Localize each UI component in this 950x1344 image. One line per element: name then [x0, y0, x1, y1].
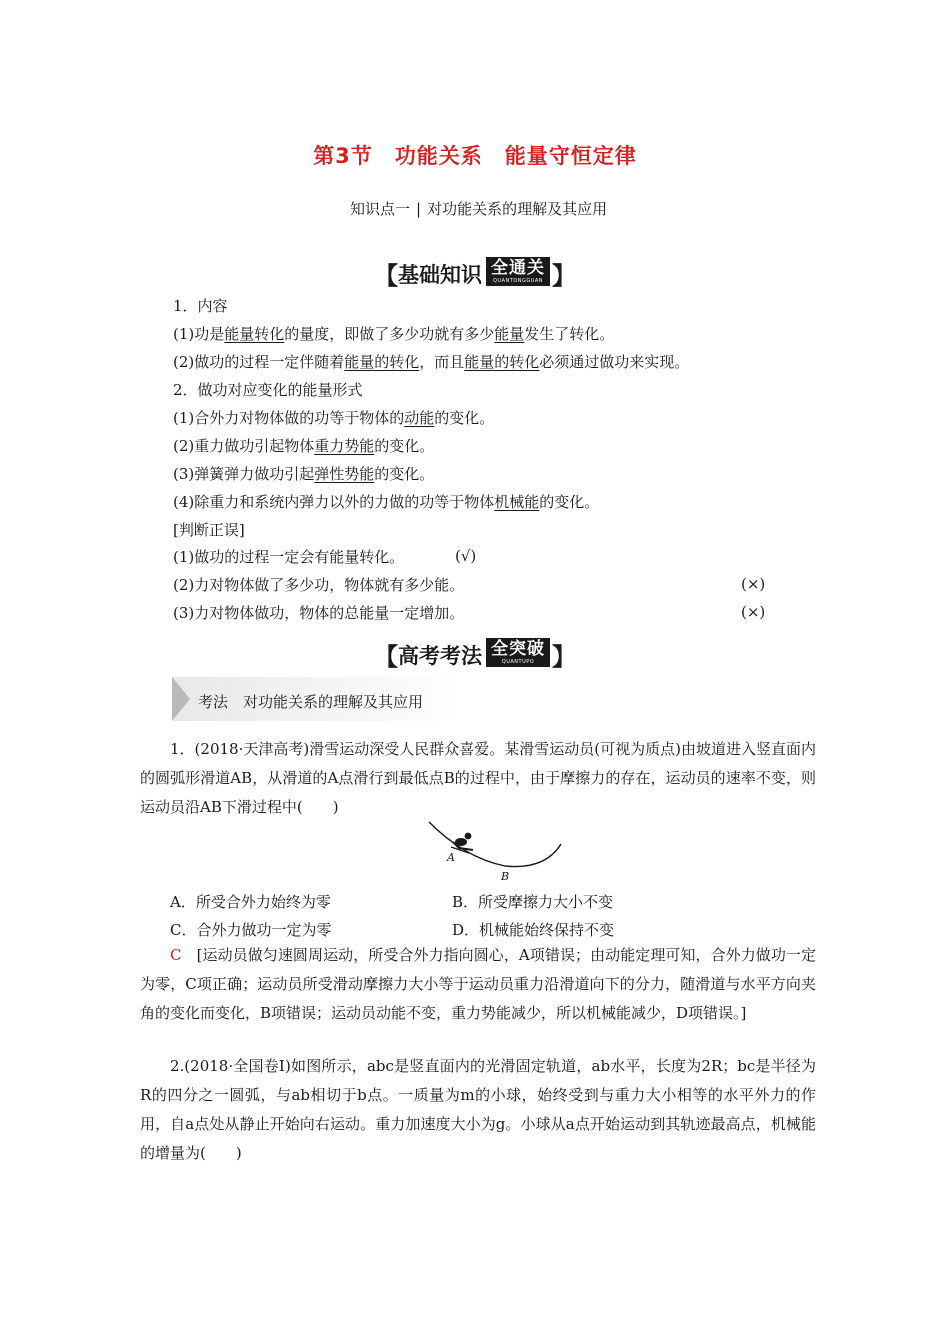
banner-bracket-close: 】 [552, 262, 576, 290]
blank-answer: 机械能 [494, 493, 540, 511]
energy-forms-heading: 2．做功对应变化的能量形式 [173, 381, 363, 399]
banner-bracket-close: 】 [552, 643, 576, 671]
text: 的变化。 [374, 465, 435, 483]
badge-sublabel: QUANTONGGUAN [492, 278, 544, 284]
knowledge-point-label: 知识点一 [350, 200, 411, 218]
banner-basic-knowledge [0, 256, 950, 291]
question-1-text: 1．(2018·天津高考)滑雪运动深受人民群众喜爱。某滑雪运动员(可视为质点)由坡道进入竖直面内的圆弧形滑道AB，从滑道的A点滑行到最低点B的过程中，由于摩擦力的存在，运动员的速率不变，则运动员沿AB下滑过程中( ) [140, 740, 816, 816]
question-2 [140, 1052, 816, 1168]
knowledge-point-separator: | [416, 200, 422, 218]
text: (1)功是 [173, 325, 225, 343]
content-heading: 1．内容 [173, 297, 228, 315]
badge-sublabel: QUANTUPO [501, 659, 535, 665]
judge-title: [判断正误] [173, 521, 245, 539]
banner-title: 基础知识 [398, 262, 482, 287]
option-d: D．机械能始终保持不变 [452, 921, 615, 939]
point-b-label: B [501, 870, 510, 883]
text: (2)重力做功引起物体 [173, 437, 315, 455]
ski-track-figure [415, 814, 575, 884]
judge-mark-1: (√) [455, 547, 477, 565]
blank-answer: 能量 [494, 325, 525, 343]
judge-item-2: (2)力对物体做了多少功，物体就有多少能。 [173, 576, 465, 594]
blank-answer: 弹性势能 [314, 465, 375, 483]
method-arrow-icon [172, 677, 190, 721]
text: (1)合外力对物体做的功等于物体的 [173, 409, 405, 427]
judge-item-1: (1)做功的过程一定会有能量转化。 [173, 548, 405, 566]
question-2-text: 2.(2018·全国卷Ⅰ)如图所示，abc是竖直面内的光滑固定轨道，ab水平，长度为2R；bc是半径为R的四分之一圆弧，与ab相切于b点。一质量为m的小球，始终受到与重力大小相等的水平外力的作用，自a点处从静止开始向右运动。重力加速度大小为g。小球从a点开始运动到其轨迹最高点，机械能的增量为( ) [140, 1057, 816, 1162]
blank-answer: 动能 [404, 409, 435, 427]
text: 的变化。 [434, 409, 495, 427]
energy-form-item-3 [173, 464, 434, 484]
content-item-2 [173, 352, 689, 372]
text: 的变化。 [374, 437, 435, 455]
badge-label: 全突破 [491, 639, 545, 659]
blank-answer: 重力势能 [314, 437, 375, 455]
knowledge-point-topic: 对功能关系的理解及其应用 [427, 200, 608, 218]
banner-badge [486, 638, 550, 667]
energy-form-item-2 [173, 436, 434, 456]
blank-answer: 能量的转化 [344, 353, 420, 371]
banner-bracket-open: 【 [374, 643, 398, 671]
option-c: C．合外力做功一定为零 [170, 921, 332, 939]
banner-title: 高考考法 [398, 643, 482, 668]
banner-bracket-open: 【 [374, 262, 398, 290]
content-item-1 [173, 324, 614, 344]
blank-answer: 能量的转化 [464, 353, 540, 371]
banner-exam-methods [0, 637, 950, 672]
banner-badge [486, 257, 550, 286]
text: (3)弹簧弹力做功引起 [173, 465, 315, 483]
energy-form-item-1 [173, 408, 494, 428]
question-1 [140, 735, 816, 822]
section-title: 第3节 功能关系 能量守恒定律 [313, 144, 637, 168]
energy-form-item-4 [173, 492, 599, 512]
text: 的变化。 [539, 493, 600, 511]
option-a: A．所受合外力始终为零 [170, 893, 331, 911]
judge-mark-2: (×) [741, 575, 766, 593]
skier-icon [451, 833, 473, 853]
answer-letter: C [170, 946, 182, 964]
option-b: B．所受摩擦力大小不变 [452, 893, 614, 911]
method-title: 考法 对功能关系的理解及其应用 [198, 693, 424, 711]
text: 发生了转化。 [524, 325, 615, 343]
point-a-label: A [447, 851, 455, 864]
text: (2)做功的过程一定伴随着 [173, 353, 345, 371]
answer-explanation-1 [140, 941, 816, 1028]
badge-label: 全通关 [491, 258, 545, 278]
knowledge-point-heading [350, 198, 607, 219]
blank-answer: 能量转化 [224, 325, 285, 343]
text: 的量度，即做了多少功就有多少 [284, 325, 495, 343]
judge-mark-3: (×) [741, 603, 766, 621]
text: 必须通过做功来实现。 [539, 353, 690, 371]
text: ，而且 [419, 353, 465, 371]
text: (4)除重力和系统内弹力以外的力做的功等于物体 [173, 493, 495, 511]
explanation-text: [运动员做匀速圆周运动，所受合外力指向圆心，A项错误；由动能定理可知，合外力做功一定为零，C项正确；运动员所受滑动摩擦力大小等于运动员重力沿滑道向下的分力，随滑道与水平方向夹角的变化而变化，B项错误；运动员动能不变，重力势能减少，所以机械能减少，D项错误。] [140, 946, 816, 1022]
judge-item-3: (3)力对物体做功，物体的总能量一定增加。 [173, 604, 465, 622]
